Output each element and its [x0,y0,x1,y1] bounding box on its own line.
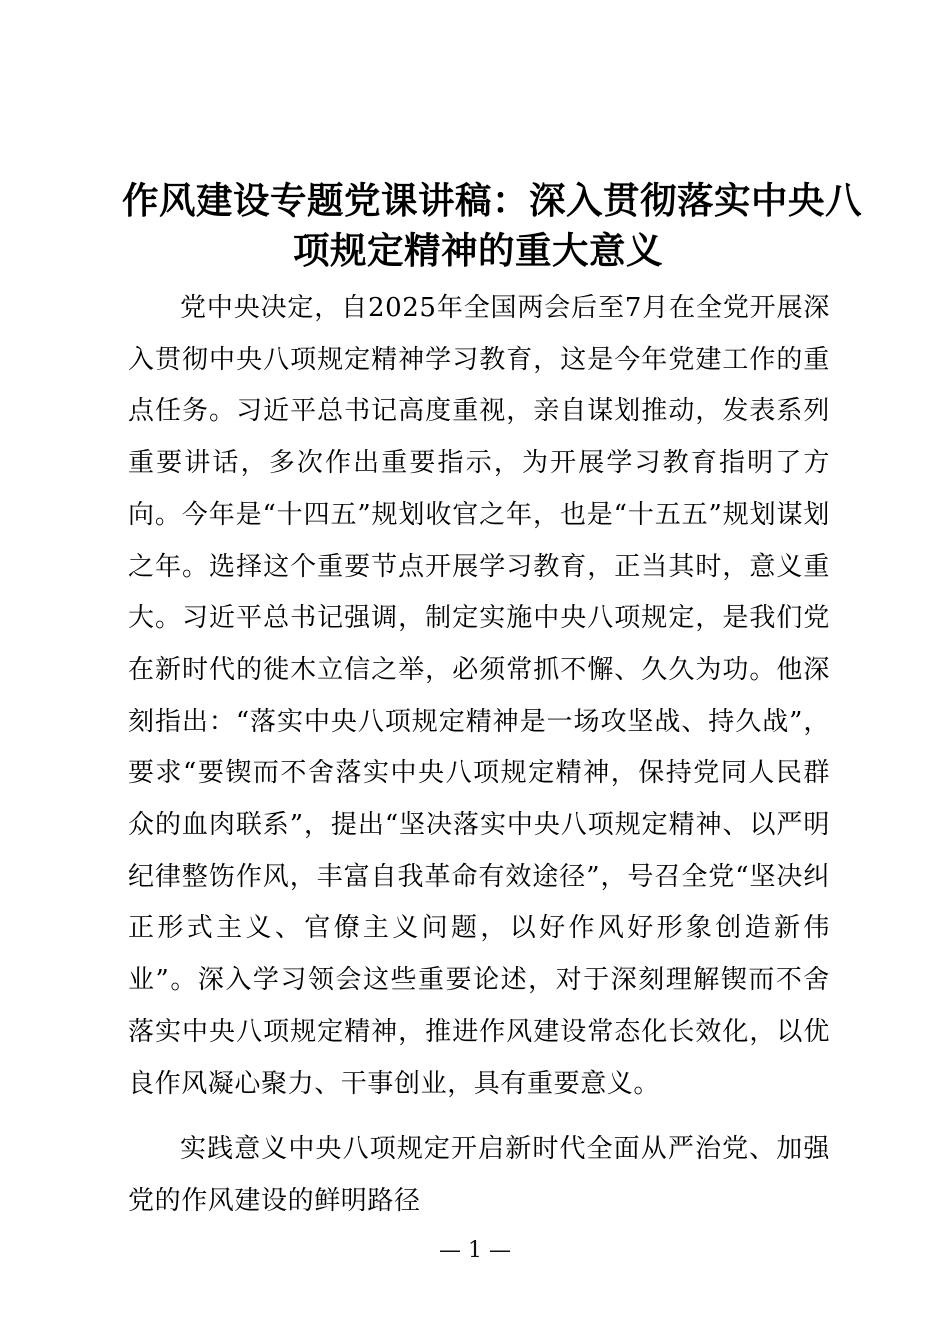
document-title [122,176,862,276]
body-paragraph-heading: 实践意义中央八项规定开启新时代全面从严治党、加强党的作风建设的鲜明路径 [128,1134,830,1216]
document-body [128,283,830,1242]
title-line-1: 作风建设专题党课讲稿：深入贯彻落实中央八 [122,179,862,222]
body-paragraph-intro: 党中央决定，自2025年全国两会后至7月在全党开展深入贯彻中央八项规定精神学习教育，这是今年党建工作的重点任务。习近平总书记高度重视，亲自谋划推动，发表系列重要讲话，多次作出重要指示，为开展学习教育指明了方向。今年是“十四五”规划收官之年，也是“十五五”规划谋划之年。选择这个重要节点开展学习教育，正当其时，意义重大。习近平总书记强调，制定实施中央八项规定，是我们党在新时代的徙木立信之举，必须常抓不懈、久久为功。他深刻指出：“落实中央八项规定精神是一场攻坚战、持久战”，要求“要锲而不舍落实中央八项规定精神，保持党同人民群众的血肉联系”，提出“坚决落实中央八项规定精神、以严明纪律整饬作风，丰富自我革命有效途径”，号召全党“坚决纠正形式主义、官僚主义问题，以好作风好形象创造新伟业”。深入学习领会这些重要论述，对于深刻理解锲而不舍落实中央八项规定精神，推进作风建设常态化长效化，以优良作风凝心聚力、干事创业，具有重要意义。 [128,293,830,1099]
page-number: — 1 — [439,1238,511,1263]
title-line-2: 项规定精神的重大意义 [293,229,663,272]
